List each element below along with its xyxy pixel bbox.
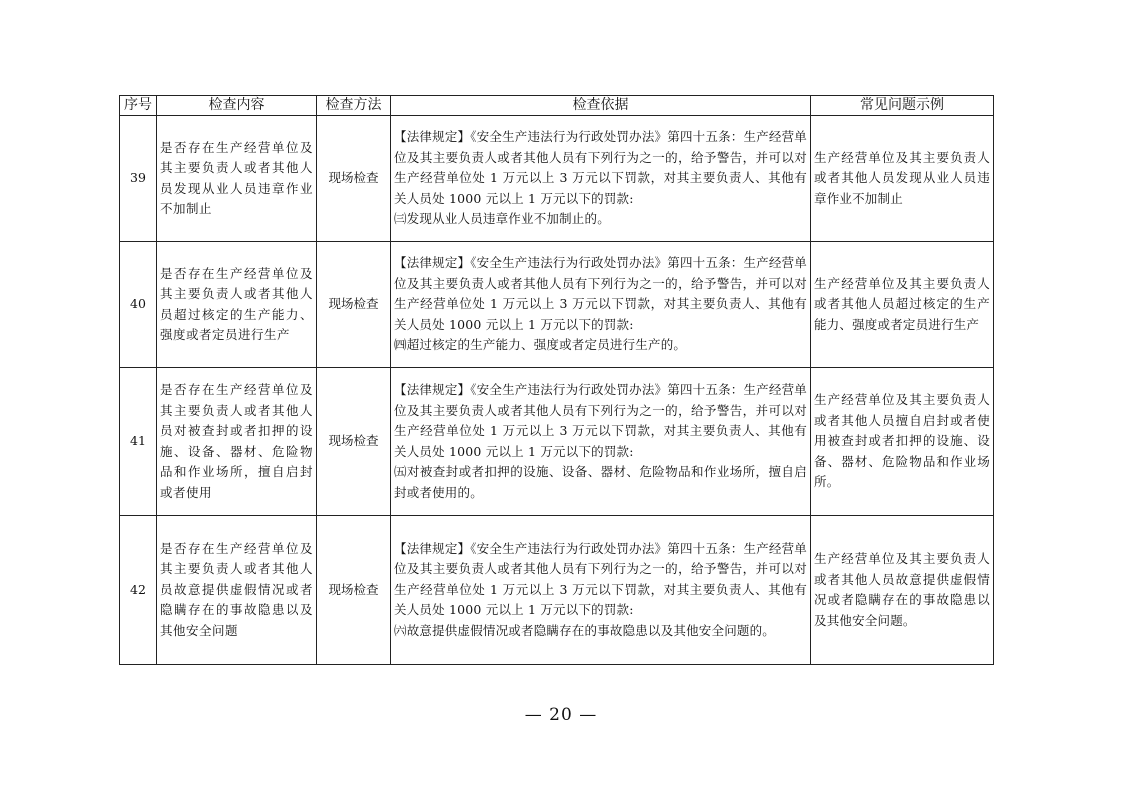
basis-law-text: 【法律规定】《安全生产违法行为行政处罚办法》第四十五条：生产经营单位及其主要负责人或者其他人员有下列行为之一的，给予警告，并可以对生产经营单位处 1 万元以上 3 万元以下罚款，对其主要负责人、其他有关人员处 1000 元以上 1 万元以下的罚款: [394, 129, 807, 206]
row-basis [391, 242, 811, 368]
row-basis [391, 516, 811, 665]
row-method: 现场检查 [317, 116, 391, 242]
row-example: 生产经营单位及其主要负责人或者其他人员故意提供虚假情况或者隐瞒存在的事故隐患以及其他安全问题。 [811, 516, 994, 665]
basis-law-text: 【法律规定】《安全生产违法行为行政处罚办法》第四十五条：生产经营单位及其主要负责人或者其他人员有下列行为之一的，给予警告，并可以对生产经营单位处 1 万元以上 3 万元以下罚款，对其主要负责人、其他有关人员处 1000 元以上 1 万元以下的罚款: [394, 255, 807, 332]
row-method: 现场检查 [317, 516, 391, 665]
basis-law-text: 【法律规定】《安全生产违法行为行政处罚办法》第四十五条：生产经营单位及其主要负责人或者其他人员有下列行为之一的，给予警告，并可以对生产经营单位处 1 万元以上 3 万元以下罚款，对其主要负责人、其他有关人员处 1000 元以上 1 万元以下的罚款: [394, 540, 807, 618]
basis-law-text: 【法律规定】《安全生产违法行为行政处罚办法》第四十五条：生产经营单位及其主要负责人或者其他人员有下列行为之一的，给予警告，并可以对生产经营单位处 1 万元以上 3 万元以下罚款，对其主要负责人、其他有关人员处 1000 元以上 1 万元以下的罚款: [394, 382, 807, 459]
row-example: 生产经营单位及其主要负责人或者其他人员超过核定的生产能力、强度或者定员进行生产 [811, 242, 994, 368]
row-method: 现场检查 [317, 242, 391, 368]
header-method: 检查方法 [317, 96, 391, 116]
table-row [120, 368, 994, 516]
row-example: 生产经营单位及其主要负责人或者其他人员发现从业人员违章作业不加制止 [811, 116, 994, 242]
header-example: 常见问题示例 [811, 96, 994, 116]
table-row [120, 242, 994, 368]
page-number: — 20 — [524, 705, 598, 725]
row-method: 现场检查 [317, 368, 391, 516]
row-index: 40 [120, 242, 157, 368]
table-row [120, 516, 994, 665]
table-row [120, 116, 994, 242]
row-index: 42 [120, 516, 157, 665]
row-content: 是否存在生产经营单位及其主要负责人或者其他人员对被查封或者扣押的设施、设备、器材、危险物品和作业场所，擅自启封或者使用 [157, 368, 317, 516]
row-index: 41 [120, 368, 157, 516]
row-example: 生产经营单位及其主要负责人或者其他人员擅自启封或者使用被查封或者扣押的设施、设备、器材、危险物品和作业场所。 [811, 368, 994, 516]
header-index: 序号 [120, 96, 157, 116]
basis-item-text: ㈤对被查封或者扣押的设施、设备、器材、危险物品和作业场所，擅自启封或者使用的。 [394, 464, 807, 500]
basis-item-text: ㈥故意提供虚假情况或者隐瞒存在的事故隐患以及其他安全问题的。 [394, 622, 776, 638]
row-content: 是否存在生产经营单位及其主要负责人或者其他人员发现从业人员违章作业不加制止 [157, 116, 317, 242]
row-content: 是否存在生产经营单位及其主要负责人或者其他人员超过核定的生产能力、强度或者定员进行生产 [157, 242, 317, 368]
row-content: 是否存在生产经营单位及其主要负责人或者其他人员故意提供虚假情况或者隐瞒存在的事故隐患以及其他安全问题 [157, 516, 317, 665]
header-content: 检查内容 [157, 96, 317, 116]
header-basis: 检查依据 [391, 96, 811, 116]
row-basis [391, 368, 811, 516]
basis-item-text: ㈢发现从业人员违章作业不加制止的。 [394, 211, 610, 227]
basis-item-text: ㈣超过核定的生产能力、强度或者定员进行生产的。 [394, 337, 687, 353]
row-index: 39 [120, 116, 157, 242]
inspection-table [119, 95, 994, 665]
row-basis [391, 116, 811, 242]
table-header-row [120, 96, 994, 116]
